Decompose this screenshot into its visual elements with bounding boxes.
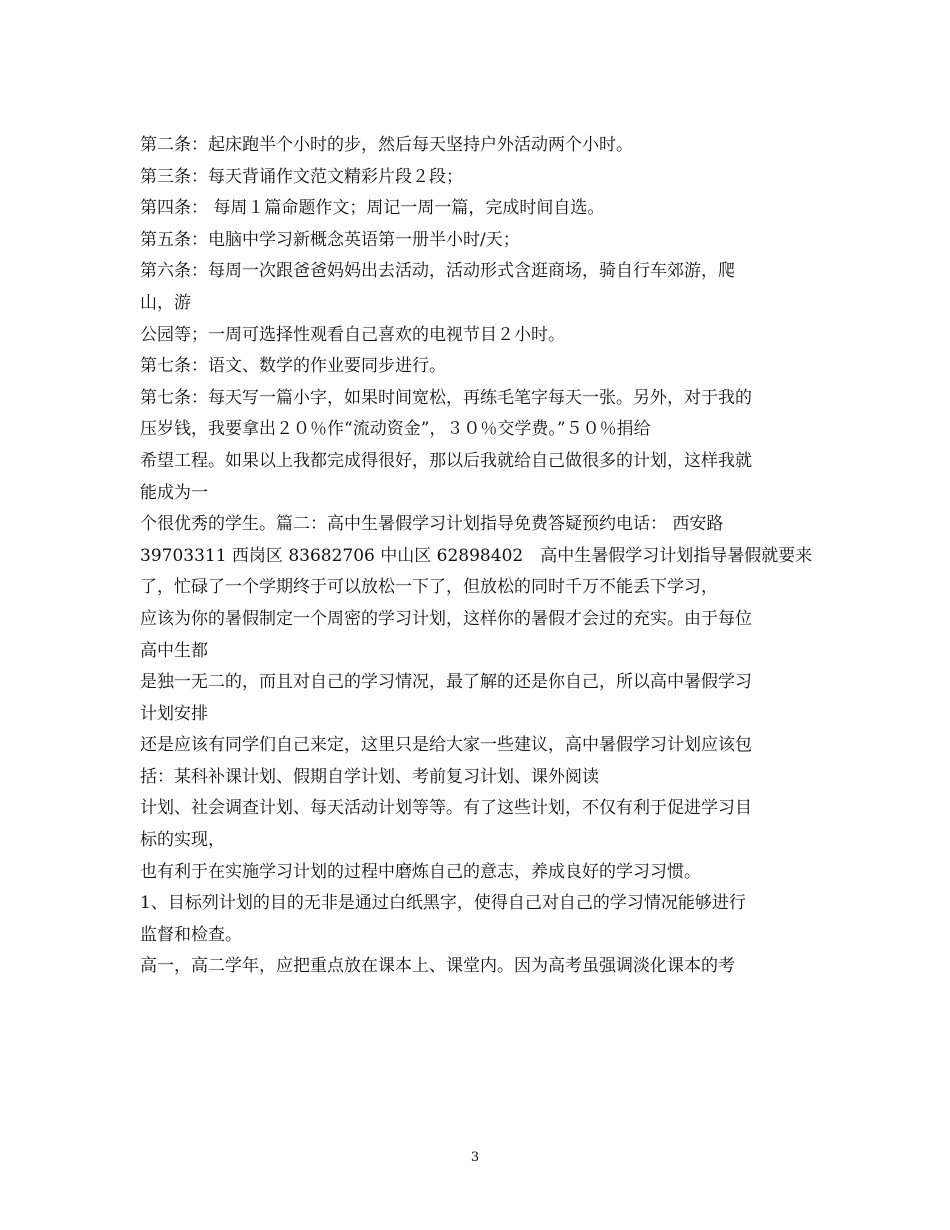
text-line: 第七条：每天写一篇小字，如果时间宽松，再练毛笔字每天一张。另外，对于我的 [140, 387, 752, 408]
text-line: 应该为你的暑假制定一个周密的学习计划，这样你的暑假才会过的充实。由于每位 [140, 608, 752, 629]
text-line: 压岁钱，我要拿出２０％作“流动资金”，３０％交学费。”５０％捐给 [140, 419, 651, 440]
text-line: 第二条：起床跑半个小时的步，然后每天坚持户外活动两个小时。 [140, 135, 633, 155]
text-line: 括：某科补课计划、假期自学计划、考前复习计划、课外阅读 [140, 766, 599, 787]
text-line: 第五条：电脑中学习新概念英语第一册半小时/天； [140, 229, 520, 250]
text-line: 标的实现， [140, 830, 225, 851]
text-line: 了，忙碌了一个学期终于可以放松一下了，但放松的同时千万不能丢下学习， [140, 577, 718, 598]
text-line: 第七条：语文、数学的作业要同步进行。 [140, 356, 446, 377]
text-line: 高中生都 [140, 640, 208, 661]
text-line: 第六条：每周一次跟爸爸妈妈出去活动，活动形式含逛商场，骑自行车郊游，爬 [140, 261, 735, 282]
text-line: 希望工程。如果以上我都完成得很好，那以后我就给自己做很多的计划，这样我就 [140, 450, 752, 471]
text-line: 1、目标列计划的目的无非是通过白纸黑字，使得自己对自己的学习情况能够进行 [140, 893, 746, 914]
text-line: 计划、社会调查计划、每天活动计划等等。有了这些计划，不仅有利于促进学习目 [140, 798, 752, 819]
text-line: 还是应该有同学们自己来定，这里只是给大家一些建议，高中暑假学习计划应该包 [140, 735, 752, 756]
page-number: 3 [470, 1150, 480, 1165]
text-line: 山，游 [140, 292, 191, 313]
text-line: 39703311 西岗区 83682706 中山区 62898402 高中生暑假学习计划指导暑假就要来 [140, 545, 813, 566]
text-line: 第四条： 每周１篇命题作文；周记一周一篇，完成时间自选。 [140, 198, 605, 219]
text-line: 也有利于在实施学习计划的过程中磨炼自己的意志，养成良好的学习习惯。 [140, 861, 701, 882]
text-line: 个很优秀的学生。篇二：高中生暑假学习计划指导免费答疑预约电话： 西安路 [140, 514, 724, 535]
text-line: 监督和检查。 [140, 924, 242, 945]
text-line: 能成为一 [140, 482, 208, 503]
text-line: 高一，高二学年，应把重点放在课本上、课堂内。因为高考虽强调淡化课本的考 [140, 956, 735, 977]
text-line: 是独一无二的，而且对自己的学习情况，最了解的还是你自己，所以高中暑假学习 [140, 672, 752, 693]
text-line: 公园等；一周可选择性观看自己喜欢的电视节目２小时。 [140, 324, 565, 345]
text-line: 计划安排 [140, 703, 208, 724]
document-body [140, 130, 812, 983]
text-line: 第三条：每天背诵作文范文精彩片段２段； [140, 166, 463, 187]
